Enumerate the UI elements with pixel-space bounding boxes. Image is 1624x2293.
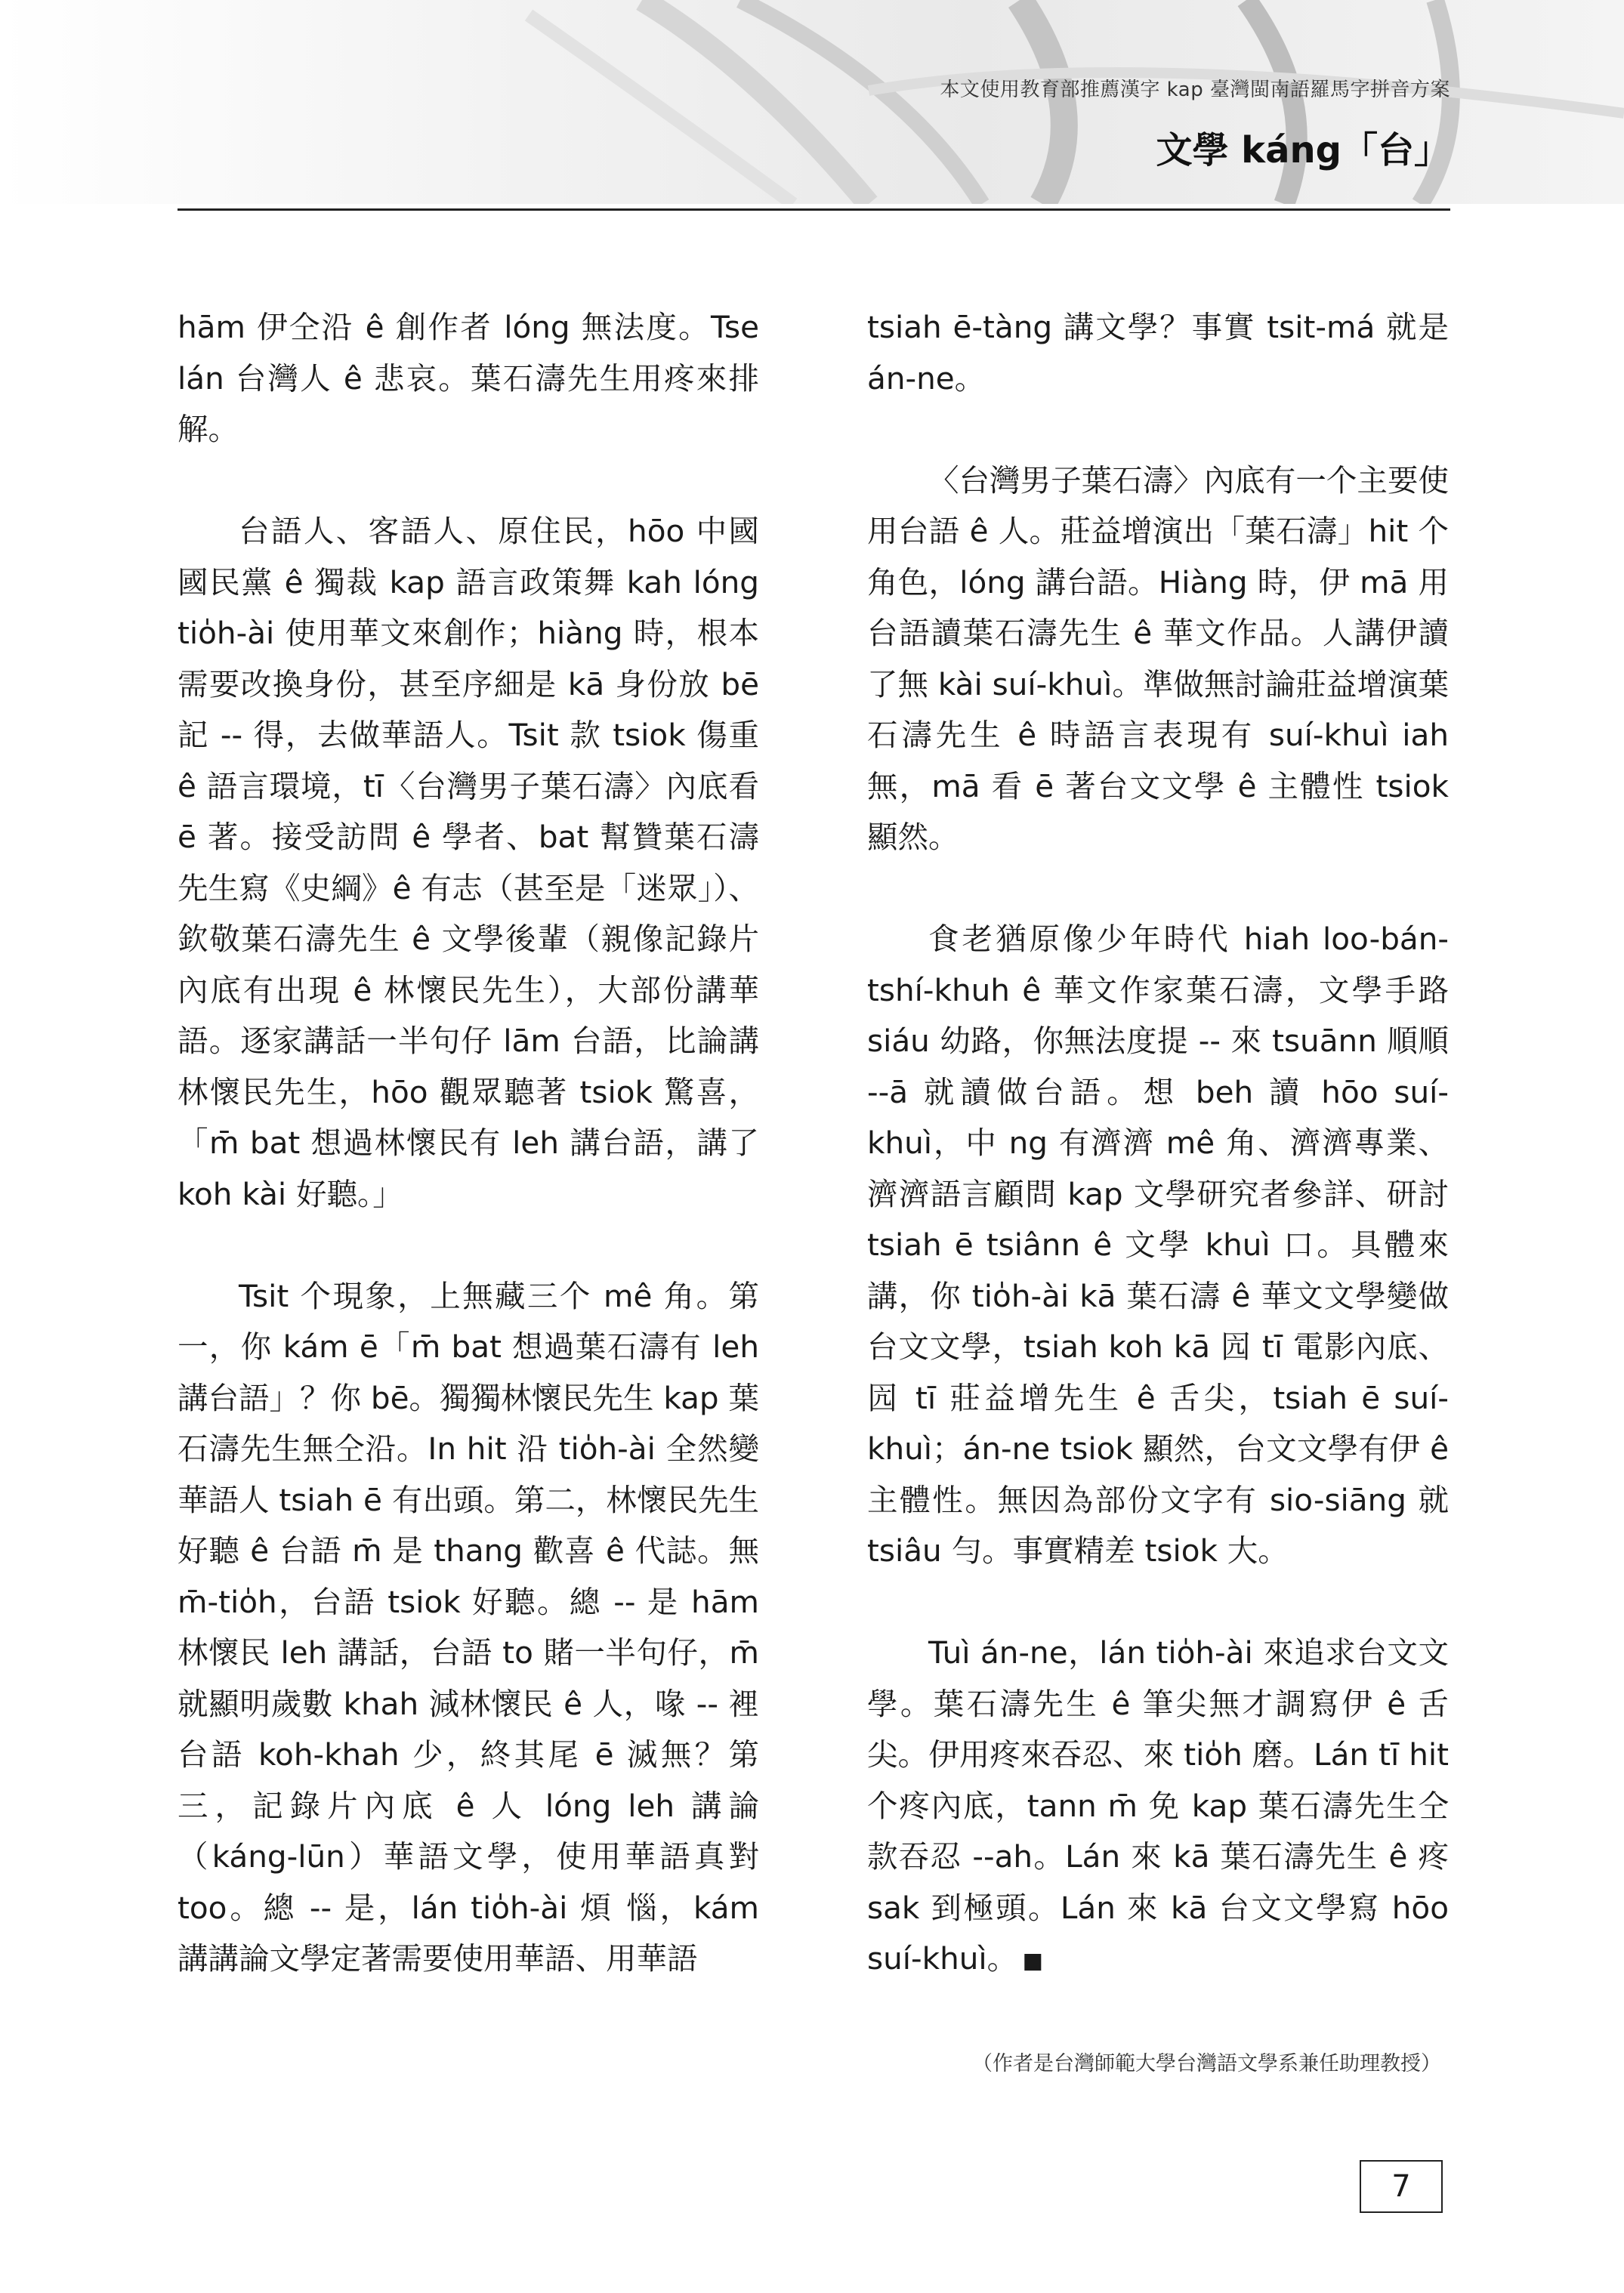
page-number-text: 7 xyxy=(1391,2169,1411,2204)
end-mark-icon: ◼ xyxy=(1022,1946,1044,1976)
header-brush-art xyxy=(0,0,1624,204)
header-note: 本文使用教育部推薦漢字 kap 臺灣閩南語羅馬字拼音方案 xyxy=(940,79,1450,101)
paragraph-text: Tuì án-ne，lán tio̍h-ài 來追求台文文學。葉石濤先生 ê 筆尖無才調寫伊 ê 舌尖。伊用疼來吞忍、來 tio̍h 磨。Lán tī hit 个疼內底，tann m̄ 免 kap 葉石濤先生仝款吞忍 --ah。Lán 來 kā 葉石濤先生 ê 疼 sak 到極頭。Lán 來 kā 台文文學寫 hōo suí-khuì。 xyxy=(867,1634,1449,1977)
author-note: （作者是台灣師範大學台灣語文學系兼任助理教授） xyxy=(972,2052,1441,2075)
paragraph: tsiah ē-tàng 講文學？事實 tsit-má 就是 án-ne。 xyxy=(867,309,1449,397)
paragraph: 〈台灣男子葉石濤〉內底有一个主要使用台語 ê 人。莊益增演出「葉石濤」hit 个角色，lóng 講台語。Hiàng 時，伊 mā 用台語讀葉石濤先生 ê 華文作品。人講伊讀了無 kài suí-khuì。準做無討論莊益增演葉石濤先生 ê 時語言表現有 suí-khuì iah 無，mā 看 ē 著台文文學 ê 主體性 tsiok 顯然。 xyxy=(867,461,1449,855)
paragraph: hām 伊仝沿 ê 創作者 lóng 無法度。Tse lán 台灣人 ê 悲哀。葉石濤先生用疼來排解。 xyxy=(178,309,759,447)
header-decoration xyxy=(0,0,1624,204)
paragraph: 台語人、客語人、原住民，hōo 中國國民黨 ê 獨裁 kap 語言政策舞 kah lóng tio̍h-ài 使用華文來創作；hiàng 時，根本需要改換身份，甚至序細是 kā 身份放 bē 記 -- 得，去做華語人。Tsit 款 tsiok 傷重 ê 語言環境，tī〈台灣男子葉石濤〉內底看 ē 著。接受訪問 ê 學者、bat 幫贊葉石濤先生寫《史綱》ê 有志（甚至是「迷眾」）、欽敬葉石濤先生 ê 文學後輩（親像記錄片內底有出現 ê 林懷民先生），大部份講華語。逐家講話一半句仔 lām 台語，比論講林懷民先生，hōo 觀眾聽著 tsiok 驚喜，「m̄ bat 想過林懷民有 leh 講台語，講了 koh kài 好聽。」 xyxy=(178,513,759,1212)
paragraph: Tsit 个現象，上無藏三个 mê 角。第一，你 kám ē「m̄ bat 想過葉石濤有 leh 講台語」？你 bē。獨獨林懷民先生 kap 葉石濤先生無仝沿。In hit 沿 tio̍h-ài 全然變華語人 tsiah ē 有出頭。第二，林懷民先生好聽 ê 台語 m̄ 是 thang 歡喜 ê 代誌。無 m̄-tio̍h，台語 tsiok 好聽。總 -- 是 hām 林懷民 leh 講話，台語 to 賭一半句仔，m̄ 就顯明歲數 khah 減林懷民 ê 人，喙 -- 裡台語 koh-khah 少，終其尾 ē 滅無？第三，記錄片內底 ê 人 lóng leh 講論（káng-lūn）華語文學，使用華語真對 too。總 -- 是，lán tio̍h-ài 煩 惱，kám 講講論文學定著需要使用華語、用華語 xyxy=(178,1277,760,1977)
paragraph: 食老猶原像少年時代 hiah loo-bán-tshí-khuh ê 華文作家葉石濤，文學手路 siáu 幼路，你無法度提 -- 來 tsuānn 順順 --ā 就讀做台語。想 beh 讀 hōo suí-khuì，中 ng 有濟濟 mê 角、濟濟專業、濟濟語言顧問 kap 文學研究者參詳、研討 tsiah ē tsiânn ê 文學 khuì 口。具體來講，你 tio̍h-ài kā 葉石濤 ê 華文文學變做台文文學，tsiah koh kā 囥 tī 電影內底、囥 tī 莊益增先生 ê 舌尖，tsiah ē suí-khuì；án-ne tsiok 顯然，台文文學有伊 ê 主體性。無因為部份文字有 sio-siāng 就 tsiâu 勻。事實精差 tsiok 大。 xyxy=(867,921,1449,1569)
header-divider xyxy=(178,208,1450,211)
page-number xyxy=(1360,2160,1443,2213)
left-column xyxy=(178,302,759,2035)
right-column xyxy=(867,302,1449,2038)
paragraph-last xyxy=(867,1628,1449,1987)
header-title: 文學 káng「台」 xyxy=(1156,129,1450,171)
